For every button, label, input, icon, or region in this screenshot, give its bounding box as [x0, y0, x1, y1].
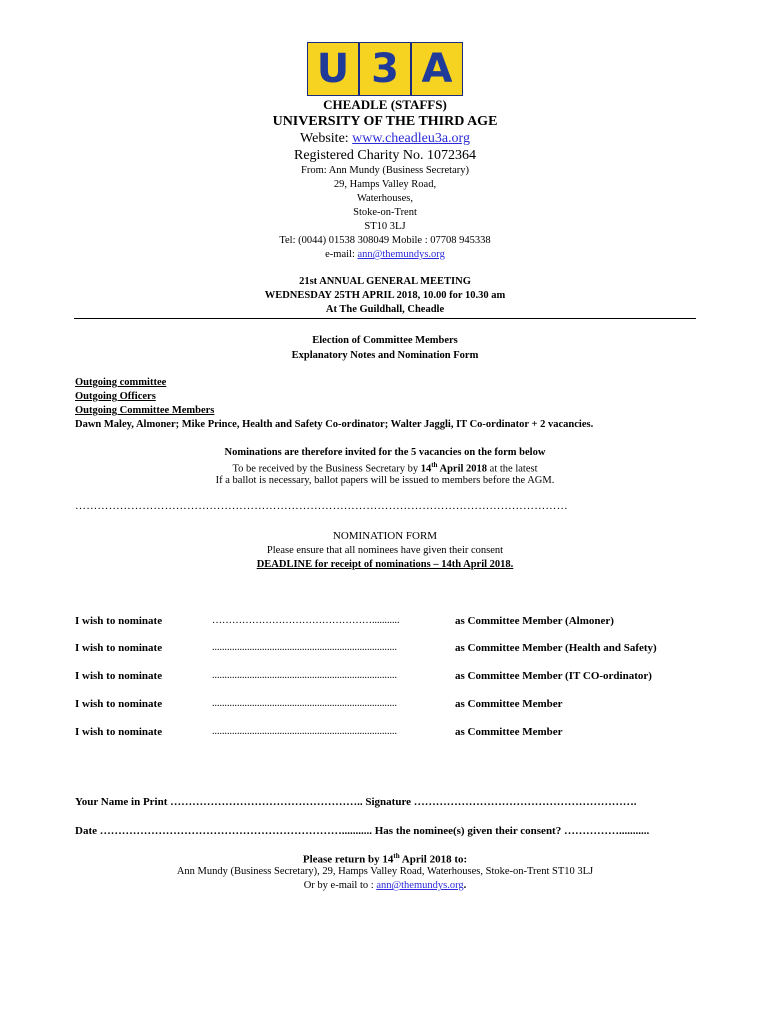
nominate-label: I wish to nominate: [75, 698, 163, 710]
date-consent-line[interactable]: Date …………………………………………………………........... Has the nominee(s) given their consent? ……………...........: [75, 825, 650, 837]
form-title: NOMINATION FORM: [332, 530, 438, 542]
nominee-field[interactable]: ..........................................................................: [212, 698, 397, 709]
website-line: [0, 131, 770, 147]
nominate-label: I wish to nominate: [75, 726, 163, 738]
nominate-label: I wish to nominate: [75, 642, 163, 654]
email-label: e-mail:: [325, 249, 358, 260]
nominee-field[interactable]: …………………………………………...........: [212, 615, 400, 626]
outgoing-members-names: Dawn Maley, Almoner; Mike Prince, Health and Safety Co-ordinator; Walter Jaggli, IT Co-ordinator + 2 vacancies.: [75, 419, 594, 430]
meeting-title: 21st ANNUAL GENERAL MEETING: [299, 276, 471, 287]
return-suffix: April 2018 to:: [399, 853, 468, 866]
nominate-label: I wish to nominate: [75, 670, 163, 682]
logo-box-a: [411, 42, 463, 96]
return-prefix: Please return by 14: [302, 853, 394, 866]
cut-line: ……………………………………………………………………………………………………………………: [75, 500, 568, 512]
nominee-field[interactable]: ..........................................................................: [212, 642, 397, 653]
receipt-day: 14: [420, 463, 432, 475]
header-divider: [74, 318, 696, 319]
nominee-role: as Committee Member (Almoner): [455, 615, 614, 627]
nominations-invited: Nominations are therefore invited for the 5 vacancies on the form below: [224, 447, 546, 458]
meeting-venue: At The Guildhall, Cheadle: [325, 304, 445, 315]
nominee-field[interactable]: ..........................................................................: [212, 670, 397, 681]
from-line: From: Ann Mundy (Business Secretary): [301, 165, 469, 176]
org-name-line2: UNIVERSITY OF THE THIRD AGE: [272, 114, 498, 129]
return-address: Ann Mundy (Business Secretary), 29, Hamps Valley Road, Waterhouses, Stoke-on-Trent ST10 3LJ: [176, 866, 594, 877]
receipt-date: April 2018: [437, 463, 488, 475]
email-line: [0, 249, 770, 260]
logo-letter-a: A: [421, 46, 453, 92]
nominee-role: as Committee Member (Health and Safety): [455, 642, 657, 654]
logo-box-3: [359, 42, 411, 96]
return-email-label: Or by e-mail to :: [303, 880, 377, 891]
deadline-notice: DEADLINE for receipt of nominations – 14th April 2018.: [256, 559, 514, 570]
return-heading: [0, 852, 770, 866]
email-link[interactable]: ann@themundys.org: [357, 249, 445, 260]
receipt-day-suffix: th: [431, 461, 438, 469]
postcode: ST10 3LJ: [364, 221, 406, 232]
outgoing-officers-heading: Outgoing Officers: [75, 391, 156, 402]
return-email-link[interactable]: ann@themundys.org: [376, 880, 464, 891]
ballot-note: If a ballot is necessary, ballot papers will be issued to members before the AGM.: [215, 475, 555, 486]
nominee-field[interactable]: ..........................................................................: [212, 726, 397, 737]
address-line2: Waterhouses,: [356, 193, 413, 204]
outgoing-members-heading: Outgoing Committee Members: [75, 405, 215, 416]
logo-letter-3: 3: [371, 46, 399, 92]
receipt-prefix: To be received by the Business Secretary by: [232, 463, 421, 475]
election-title: Election of Committee Members: [312, 335, 458, 346]
nominee-role: as Committee Member: [455, 726, 563, 738]
nominate-label: I wish to nominate: [75, 615, 163, 627]
receipt-suffix: at the latest: [487, 463, 538, 475]
receipt-deadline-line: [0, 461, 770, 475]
consent-note: Please ensure that all nominees have given their consent: [266, 545, 504, 556]
website-label: Website:: [300, 131, 353, 146]
logo-box-u: [307, 42, 359, 96]
return-email-line: [0, 880, 770, 891]
address-line3: Stoke-on-Trent: [353, 207, 417, 218]
telephone-line: Tel: (0044) 01538 308049 Mobile : 07708 945338: [279, 235, 491, 246]
return-day-suffix: th: [393, 852, 400, 860]
name-signature-line[interactable]: Your Name in Print …………………………………………….. Signature …………………………………………………….: [75, 796, 637, 808]
address-line1: 29, Hamps Valley Road,: [333, 179, 437, 190]
charity-number: Registered Charity No. 1072364: [294, 148, 476, 163]
website-link[interactable]: www.cheadleu3a.org: [352, 131, 470, 146]
nominee-role: as Committee Member (IT CO-ordinator): [455, 670, 652, 682]
u3a-logo: [307, 42, 463, 96]
org-name-line1: CHEADLE (STAFFS): [323, 97, 447, 112]
meeting-date: WEDNESDAY 25TH APRIL 2018, 10.00 for 10.30 am: [264, 290, 506, 301]
nominee-role: as Committee Member: [455, 698, 563, 710]
logo-letter-u: U: [316, 46, 350, 92]
outgoing-committee-heading: Outgoing committee: [75, 377, 167, 388]
election-subtitle: Explanatory Notes and Nomination Form: [291, 350, 479, 361]
return-email-period: .: [463, 880, 467, 891]
